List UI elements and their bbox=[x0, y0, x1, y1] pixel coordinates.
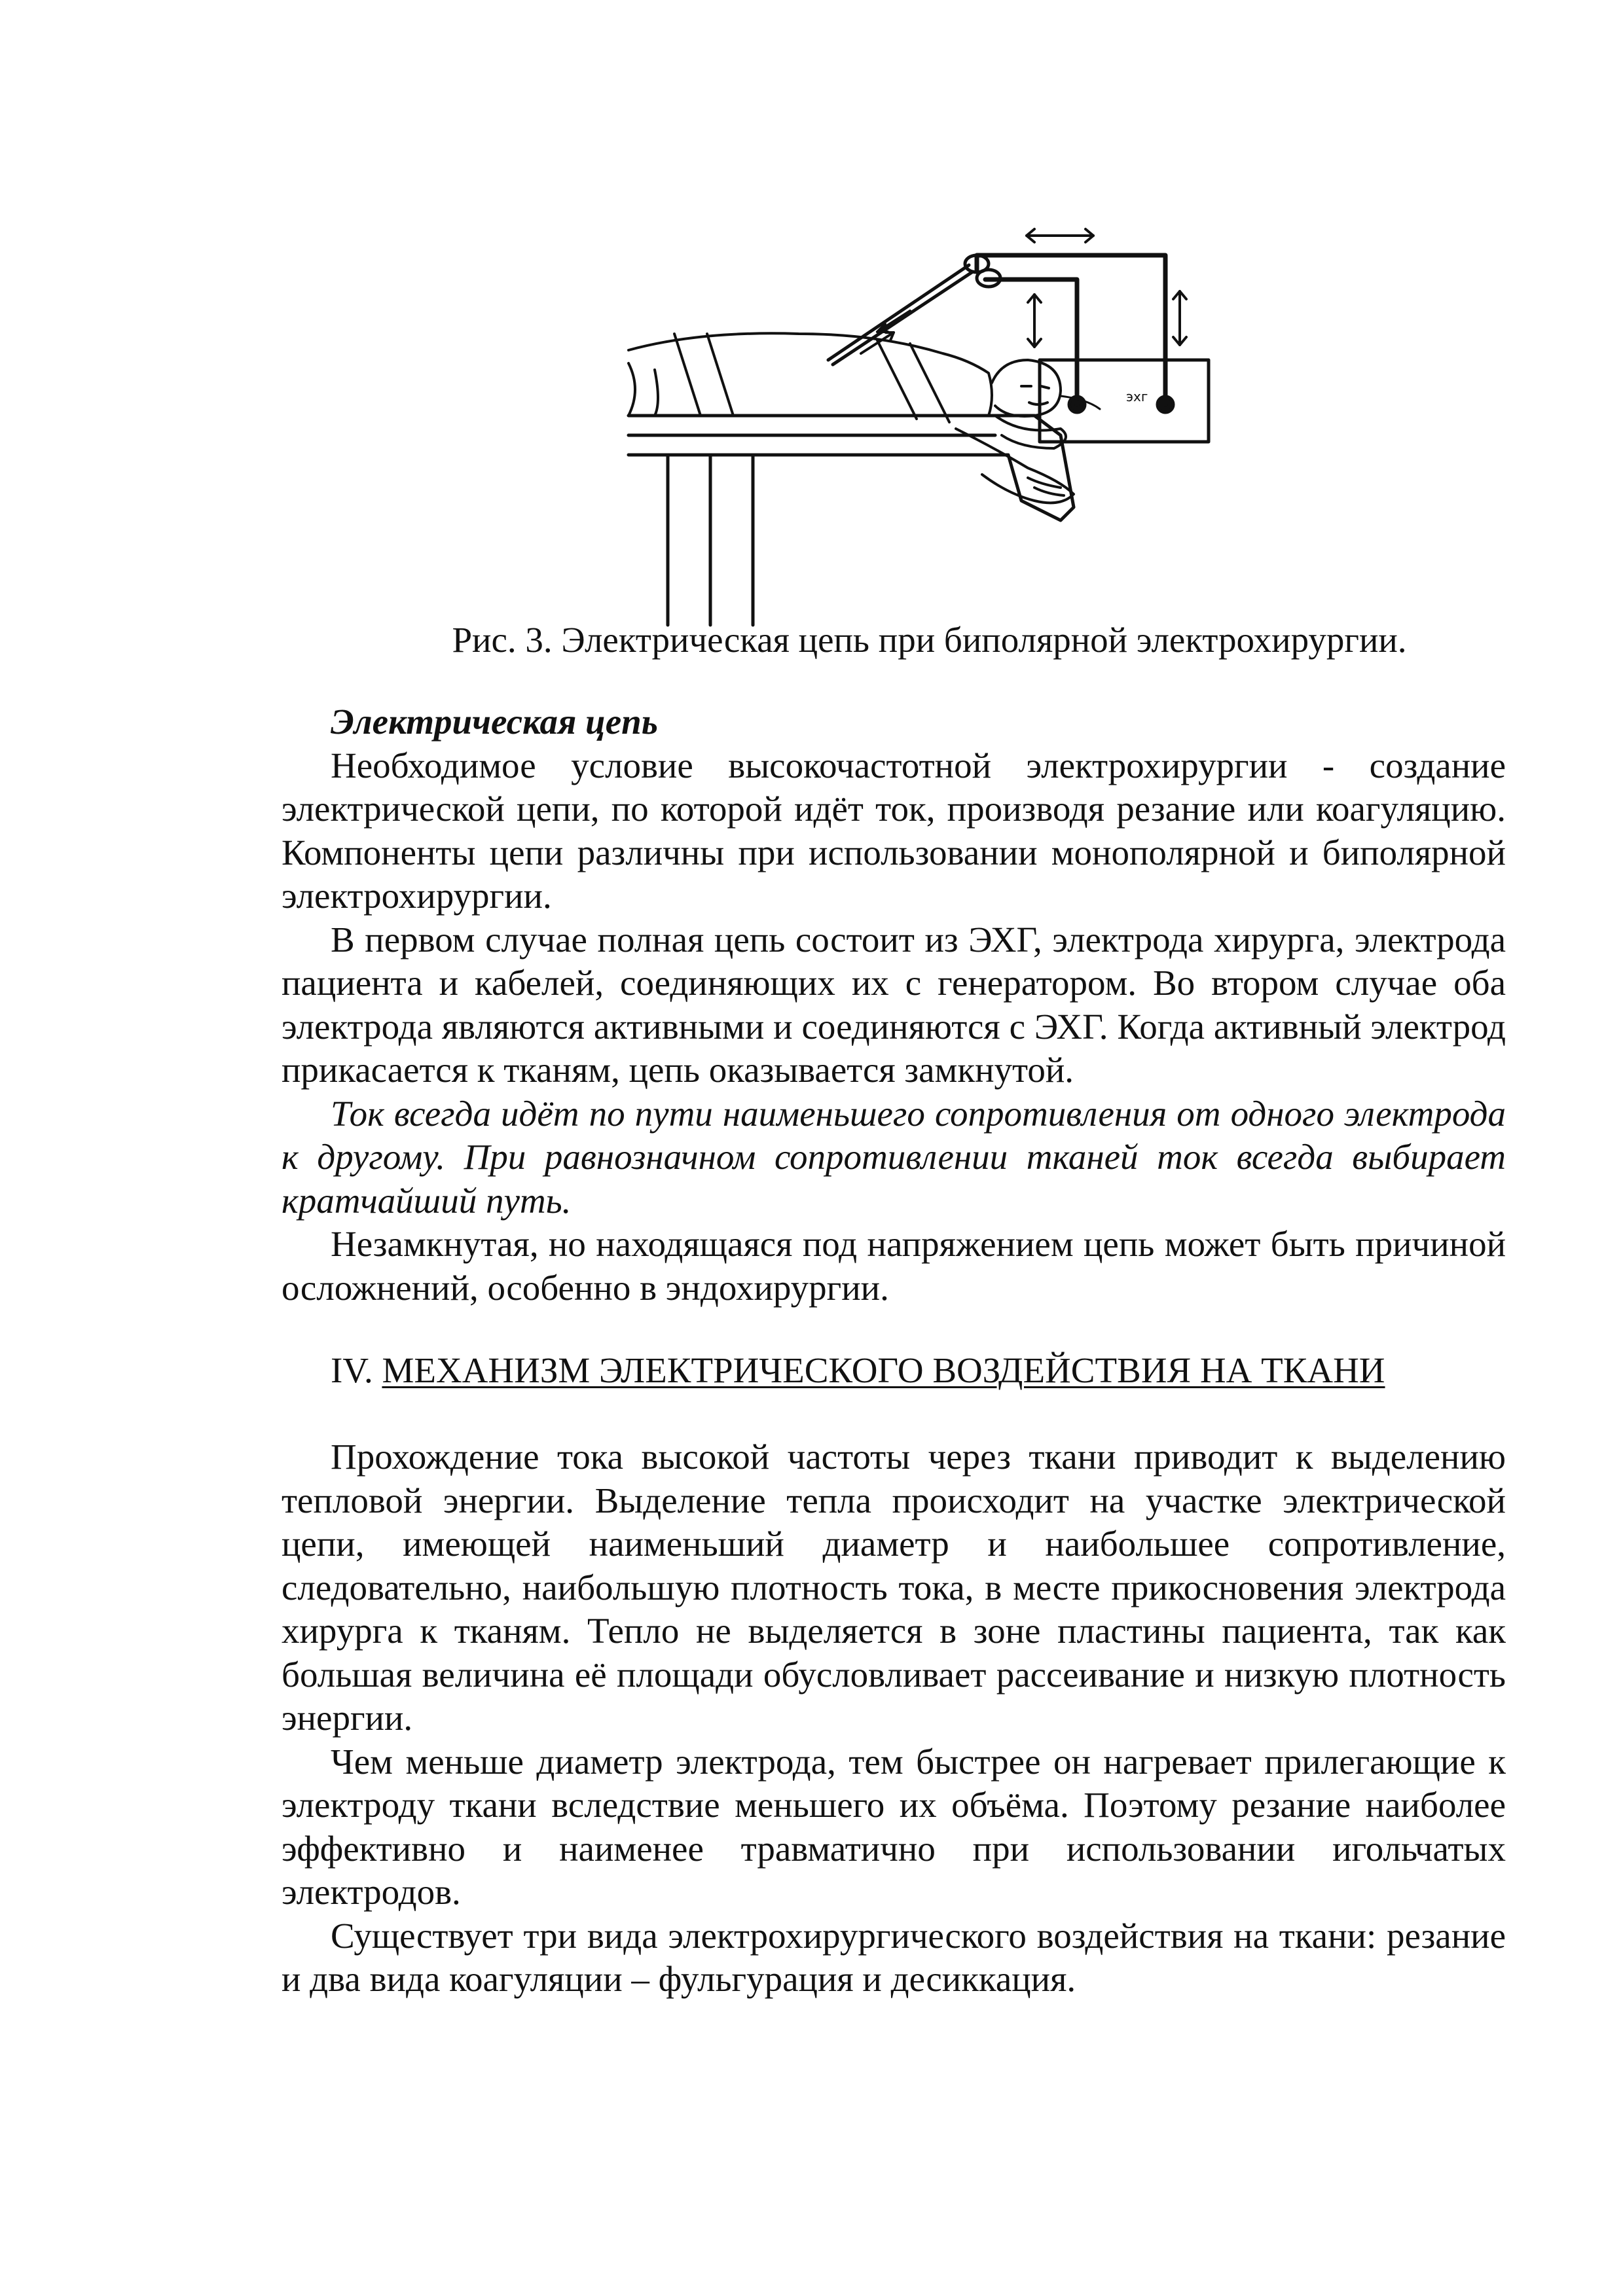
paragraph: Необходимое условие высокочастотной электрохирургии - создание электрической цепи, по которой идёт ток, производя резание или коагуляцию. Компоненты цепи различны при использовании монополярной и биполярной электрохирургии. bbox=[282, 745, 1506, 916]
paragraph-italic: Ток всегда идёт по пути наименьшего сопротивления от одного электрода к другому. При равнозначном сопротивлении тканей ток всегда выбирает кратчайший путь. bbox=[282, 1093, 1506, 1221]
operating-table bbox=[629, 416, 1074, 625]
paragraph: Незамкнутая, но находящаяся под напряжением цепь может быть причиной осложнений, особенно в эндохирургии. bbox=[282, 1224, 1506, 1308]
paragraph: Чем меньше диаметр электрода, тем быстрее он нагревает прилегающие к электроду ткани вследствие меньшего их объёма. Поэтому резание наиболее эффективно и наименее травматично при использовании игольчатых электродов. bbox=[282, 1741, 1506, 1912]
section-title-text: МЕХАНИЗМ ЭЛЕКТРИЧЕСКОГО ВОЗДЕЙСТВИЯ НА ТКАНИ bbox=[382, 1350, 1385, 1390]
double-arrow-vertical-right bbox=[1173, 291, 1186, 345]
section-number: IV. bbox=[331, 1350, 373, 1390]
paragraph: Прохождение тока высокой частоты через ткани приводит к выделению тепловой энергии. Выделение тепла происходит на участке электрической цепи, имеющей наименьший диаметр и наибольшее сопротивление, следовательно, наибольшую плотность тока, в месте прикосновения электрода хирурга к тканям. Тепло не выделяется в зоне пластины пациента, так как большая величина её площади обусловливает рассеивание и низкую плотность энергии. bbox=[282, 1437, 1506, 1738]
section-heading-electric-circuit: Электрическая цепь bbox=[331, 702, 658, 742]
paragraph: В первом случае полная цепь состоит из ЭХГ, электрода хирурга, электрода пациента и кабелей, соединяющих их с генератором. Во втором случае оба электрода являются активными и соединяются с ЭХГ. Когда активный электрод прикасается к тканям, цепь оказывается замкнутой. bbox=[282, 919, 1506, 1090]
double-arrow-vertical-left bbox=[1028, 295, 1041, 347]
esu-generator-box bbox=[1040, 360, 1209, 442]
bipolar-forceps bbox=[828, 255, 1000, 365]
paragraph: Существует три вида электрохирургического воздействия на ткани: резание и два вида коагуляции – фульгурация и десиккация. bbox=[282, 1915, 1506, 1999]
bipolar-circuit-figure bbox=[602, 219, 1231, 632]
esu-label: эхг bbox=[1126, 389, 1148, 404]
patient-illustration bbox=[629, 333, 1100, 503]
document-body bbox=[282, 700, 1506, 2001]
figure-caption: Рис. 3. Электрическая цепь при биполярной электрохирургии. bbox=[452, 620, 1407, 660]
double-arrow-horizontal bbox=[1027, 229, 1093, 242]
section-title bbox=[282, 1349, 1506, 1392]
